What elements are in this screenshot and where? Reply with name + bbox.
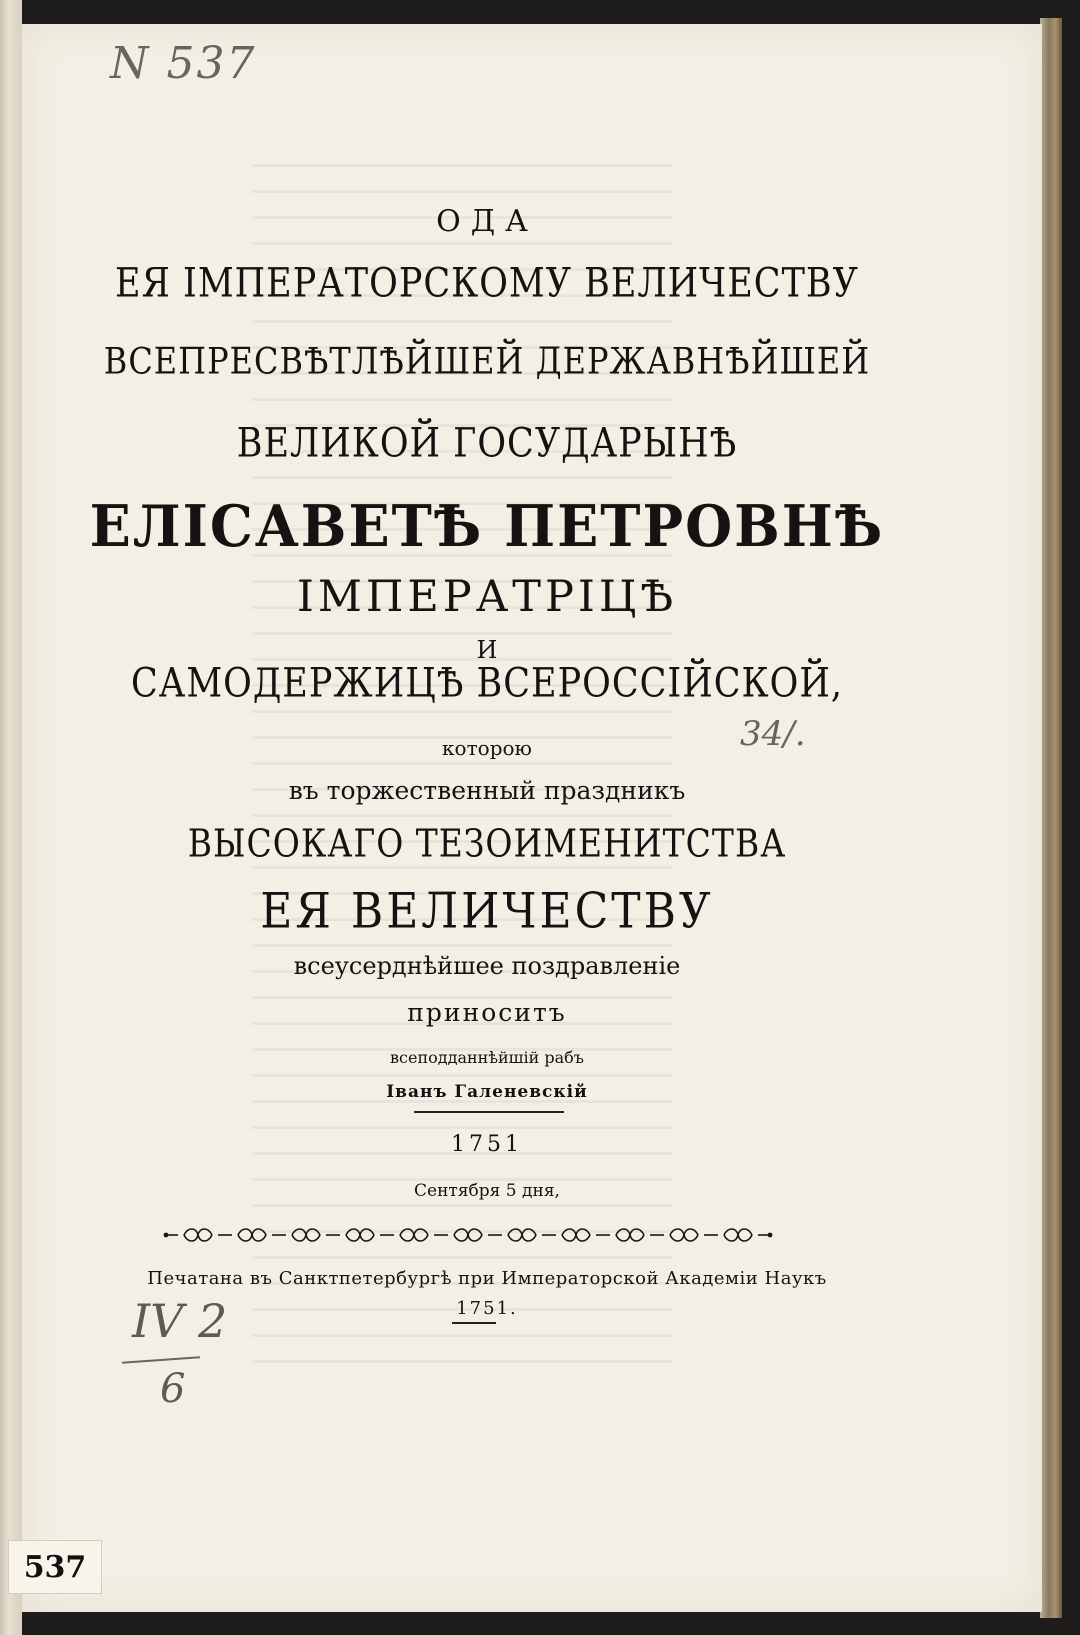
- book-edge: [1040, 18, 1062, 1618]
- author-name: Іванъ Галеневскій: [386, 1082, 588, 1102]
- date-line: Сентября 5 дня,: [414, 1181, 560, 1201]
- title-vsepodan: всеподданнѣйшій рабъ: [390, 1048, 584, 1067]
- imprint-year: 1751.: [456, 1298, 518, 1319]
- title-elisavet: ЕЛІСАВЕТѢ ПЕТРОВНѢ: [89, 492, 885, 560]
- title-vsepresvetl: ВСЕПРЕСВѢТЛѢЙШЕЙ ДЕРЖАВНѢЙШЕЙ: [103, 339, 871, 383]
- imprint-line: Печатана въ Санктпетербургѣ при Императорской Академіи Наукъ: [147, 1268, 827, 1289]
- title-imperatrice: ІМПЕРАТРІЦѢ: [296, 572, 678, 622]
- title-samoderzh: САМОДЕРЖИЦѢ ВСЕРОССІЙСКОЙ,: [131, 661, 843, 707]
- binding-edge: [0, 0, 22, 1635]
- title-prinosit: приноситъ: [407, 998, 567, 1027]
- title-velikoy: ВЕЛИКОЙ ГОСУДАРЫНѢ: [236, 421, 738, 467]
- title-imperatorskomu: ЕЯ ІМПЕРАТОРСКОМУ ВЕЛИЧЕСТВУ: [115, 261, 859, 307]
- year-1751: 1751: [451, 1132, 523, 1157]
- imprint-year-underline: [452, 1322, 496, 1324]
- title-ya-velichestvu: ЕЯ ВЕЛИЧЕСТВУ: [260, 883, 714, 940]
- author-underline: [414, 1111, 564, 1113]
- title-torzh: въ торжественный праздникъ: [288, 776, 686, 805]
- handwritten-catalog-number: N 537: [110, 38, 257, 89]
- title-page: [22, 24, 1042, 1612]
- title-vysokago: ВЫСОКАГО ТЕЗОИМЕНИТСТВА: [187, 821, 787, 866]
- title-vseuserd: всеусерднѣйшее поздравленіе: [293, 952, 681, 980]
- ornamental-rule: [162, 1224, 774, 1246]
- title-oda: ОДА: [436, 204, 538, 239]
- shelf-mark-rule: [122, 1356, 200, 1363]
- title-kotoroyu: которою: [442, 736, 532, 760]
- shelf-mark-bottom: 6: [160, 1366, 186, 1412]
- shelf-mark-top: IV 2: [132, 1294, 228, 1348]
- inventory-number-label: 537: [8, 1540, 102, 1594]
- handwritten-side-note: 34/.: [740, 714, 806, 754]
- title-i: И: [476, 636, 498, 664]
